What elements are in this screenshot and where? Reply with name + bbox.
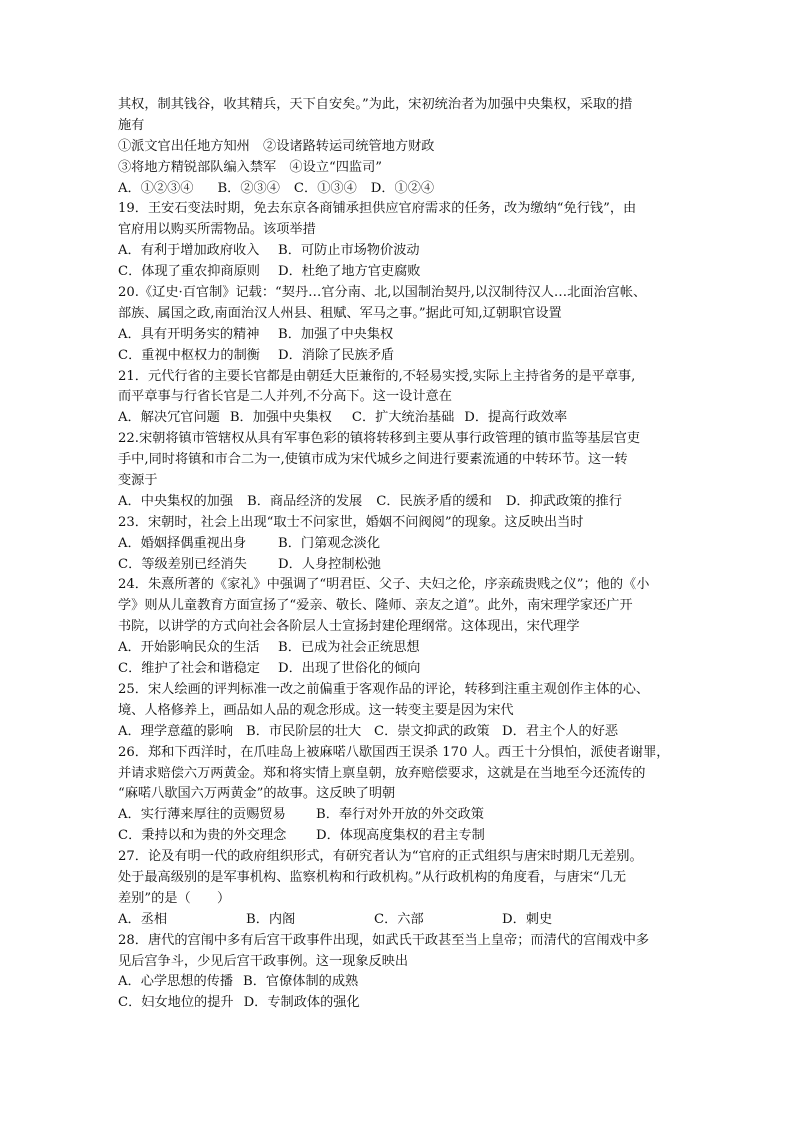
q19-line-2: 官府用以购买所需物品。该项举措	[118, 222, 316, 238]
q23-option-c: C．等级差别已经消失	[118, 556, 247, 572]
q18-options	[118, 179, 678, 200]
q20-options-row-1	[118, 325, 678, 346]
question-26	[118, 743, 678, 847]
q23-option-a: A．婚姻择偶重视出身	[118, 535, 247, 551]
question-25	[118, 680, 678, 743]
q24-option-c: C．维护了社会和谐稳定	[118, 661, 260, 677]
q21-option-b: B．加强中央集权	[229, 410, 332, 426]
q23-option-d: D．人身控制松弛	[278, 556, 381, 572]
q27-line-2: 处于最高级别的是军事机构、监察机构和行政机构。”从行政机构的角度看，与唐宋“几无	[118, 869, 627, 885]
q20-line-2: 部族、属国之政,南面治汉人州县、租赋、军马之事。”据此可知,辽朝职官设置	[118, 305, 562, 321]
question-22	[118, 429, 678, 513]
q20-option-c: C．重视中枢权力的制衡	[118, 347, 260, 363]
q26-option-a: A．实行薄来厚往的贡赐贸易	[118, 807, 286, 823]
q20-options-row-2	[118, 346, 678, 367]
q20-option-a: A．具有开明务实的精神	[118, 326, 260, 342]
q21-options	[118, 408, 678, 429]
q26-options-row-1	[118, 805, 678, 826]
q28-option-a: A．心学思想的传播	[118, 974, 234, 990]
q24-option-a: A．开始影响民众的生活	[118, 640, 260, 656]
q26-option-d: D．体现高度集权的君主专制	[316, 828, 485, 844]
q22-line-1: 22.宋朝将镇市管辖权从具有军事色彩的镇将转移到主要从事行政管理的镇市监等基层官吏	[118, 431, 641, 447]
q26-option-c: C．秉持以和为贵的外交理念	[118, 828, 287, 844]
q26-line-1: 26．郑和下西洋时，在爪哇岛上被麻喏八歇国西王误杀 170 人。西王十分惧怕，派使者谢罪，	[118, 744, 670, 760]
q25-options	[118, 722, 678, 743]
q26-line-2: 并请求赔偿六万两黄金。郑和将实情上禀皇朝，放弃赔偿要求，这就是在当地至今还流传的	[118, 765, 646, 781]
q24-line-2: 学》则从儿童教育方面宣扬了“爱亲、敬长、隆师、亲友之道”。此外，南宋理学家还广开	[118, 598, 633, 614]
question-23	[118, 513, 678, 576]
q28-option-d: D．专制政体的强化	[243, 995, 360, 1011]
q25-line-2: 境、人格修养上，画品如人品的观念形成。这一转变主要是因为宋代	[118, 702, 514, 718]
q22-option-d: D．抑武政策的推行	[505, 493, 622, 509]
q25-option-b: B．市民阶层的壮大	[246, 723, 362, 739]
q22-option-b: B．商品经济的发展	[247, 493, 363, 509]
q18-option-d: D．①②④	[370, 180, 435, 196]
q23-line-1: 23．宋朝时，社会上出现“取士不问家世，婚姻不问阀阅”的现象。这反映出当时	[118, 514, 584, 530]
q18-option-a: A．①②③④	[118, 180, 194, 196]
question-20	[118, 283, 678, 367]
q27-line-1: 27．论及有明一代的政府组织形式，有研究者认为“官府的正式组织与唐宋时期几无差别。	[118, 849, 643, 865]
q26-option-b: B．奉行对外开放的外交政策	[316, 807, 484, 823]
q23-options-row-2	[118, 555, 678, 576]
q21-option-d: D．提高行政效率	[464, 410, 568, 426]
q23-options-row-1	[118, 534, 678, 555]
q22-line-2: 手中,同时将镇和市合二为一,使镇市成为宋代城乡之间进行要素流通的中转环节。这一转	[118, 452, 628, 468]
q26-options-row-2	[118, 826, 678, 847]
q27-option-b: B．内阁	[246, 911, 296, 927]
q24-options-row-1	[118, 638, 678, 659]
q20-option-b: B．加强了中央集权	[278, 326, 394, 342]
question-19	[118, 199, 678, 283]
q21-option-c: C．扩大统治基础	[351, 410, 455, 426]
q18-option-c: C．①③④	[293, 180, 357, 196]
q18-option-b: B．②③④	[217, 180, 280, 196]
question-24	[118, 575, 678, 679]
q19-option-d: D．杜绝了地方官吏腐败	[278, 264, 421, 280]
q18-line-1: 其权，制其钱谷，收其精兵，天下自安矣。”为此，宋初统治者为加强中央集权，采取的措	[118, 97, 633, 112]
q25-option-c: C．崇文抑武的政策	[374, 723, 490, 739]
q22-option-a: A．中央集权的加强	[118, 493, 234, 509]
question-18	[118, 95, 678, 199]
q27-option-d: D．刺史	[502, 911, 553, 927]
q21-line-2: 而平章事与行省长官是二人并列,不分高下。这一设计意在	[118, 389, 452, 405]
question-27	[118, 847, 678, 931]
q22-option-c: C．民族矛盾的缓和	[376, 493, 492, 509]
question-21	[118, 367, 678, 430]
q27-option-a: A．丞相	[118, 911, 168, 927]
q19-option-b: B．可防止市场物价波动	[278, 243, 420, 259]
q28-options-row-1	[118, 972, 678, 993]
q25-option-a: A．理学意蕴的影响	[118, 723, 234, 739]
question-28	[118, 931, 678, 1015]
q19-line-1: 19．王安石变法时期，免去东京各商铺承担供应官府需求的任务，改为缴纳“免行钱”，由	[118, 201, 637, 217]
q21-option-a: A．解决冗官问题	[118, 410, 220, 426]
q25-line-1: 25．宋人绘画的评判标准一改之前偏重于客观作品的评论，转移到注重主观创作主体的心、	[118, 681, 650, 697]
q23-option-b: B．门第观念淡化	[278, 535, 381, 551]
q24-line-1: 24．朱熹所著的《家礼》中强调了“明君臣、父子、夫妇之伦，序亲疏贵贱之仪”；他的《小	[118, 577, 650, 593]
q19-option-a: A．有利于增加政府收入	[118, 243, 260, 259]
q20-line-1: 20.《辽史·百官制》记载：“契丹…官分南、北,以国制治契丹,以汉制待汉人…北面治宫帐、	[118, 285, 647, 301]
q28-option-c: C．妇女地位的提升	[118, 995, 234, 1011]
q26-line-3: “麻喏八歇国六万两黄金”的故事。这反映了明朝	[118, 786, 396, 802]
exam-page	[118, 95, 678, 1014]
q27-options	[118, 910, 678, 931]
q28-options-row-2	[118, 993, 678, 1014]
q18-line-4: ③将地方精锐部队编入禁军 ④设立“四监司”	[118, 159, 383, 175]
q21-line-1: 21．元代行省的主要长官都是由朝廷大臣兼衔的,不轻易实授,实际上主持省务的是平章事,	[118, 368, 636, 384]
q28-option-b: B．官僚体制的成熟	[243, 974, 359, 990]
q18-line-2: 施有	[118, 117, 145, 133]
q22-line-3: 变源于	[118, 473, 158, 489]
q27-line-3: 差别”的是（ ）	[118, 890, 231, 906]
q19-option-c: C．体现了重农抑商原则	[118, 264, 260, 280]
q22-options	[118, 492, 678, 513]
q19-options-row-2	[118, 262, 678, 283]
q24-option-b: B．已成为社会正统思想	[278, 640, 420, 656]
q25-option-d: D．君主个人的好恶	[502, 723, 619, 739]
q24-option-d: D．出现了世俗化的倾向	[278, 661, 421, 677]
q24-line-3: 书院，以讲学的方式向社会各阶层人士宣扬封建伦理纲常。这体现出，宋代理学	[118, 619, 580, 635]
q18-line-3: ①派文官出任地方知州 ②设诸路转运司统管地方财政	[118, 138, 435, 154]
q24-options-row-2	[118, 659, 678, 680]
q19-options-row-1	[118, 241, 678, 262]
q28-line-2: 见后宫争斗，少见后宫干政事例。这一现象反映出	[118, 953, 409, 969]
q20-option-d: D．消除了民族矛盾	[278, 347, 395, 363]
q28-line-1: 28．唐代的宫闱中多有后宫干政事件出现，如武氏干政甚至当上皇帝；而清代的宫闱戏中多	[118, 932, 650, 948]
q27-option-c: C．六部	[374, 911, 424, 927]
